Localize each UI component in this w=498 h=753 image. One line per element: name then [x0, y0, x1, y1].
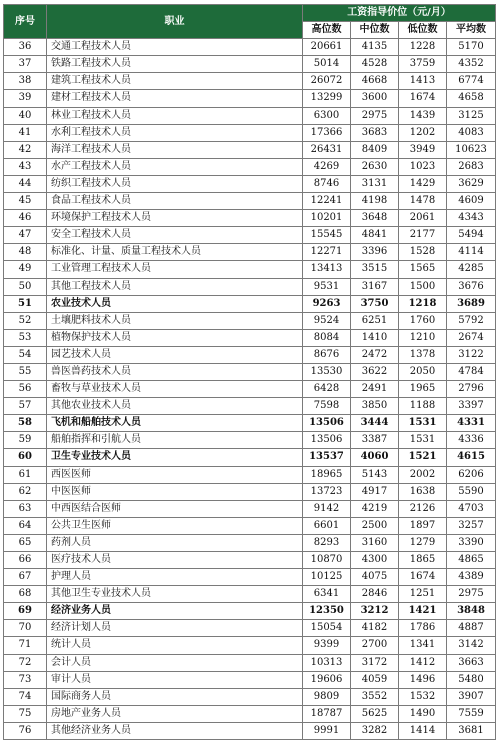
occupation-name: 药剂人员 — [47, 534, 303, 551]
row-index: 62 — [4, 483, 47, 500]
wage-low: 1202 — [399, 124, 447, 141]
wage-mid: 3622 — [351, 363, 399, 380]
wage-high: 5014 — [303, 56, 351, 73]
wage-low: 1760 — [399, 312, 447, 329]
wage-high: 26072 — [303, 73, 351, 90]
row-index: 73 — [4, 671, 47, 688]
wage-mid: 3167 — [351, 278, 399, 295]
wage-low: 1341 — [399, 637, 447, 654]
wage-avg: 4114 — [447, 244, 496, 261]
wage-high: 4269 — [303, 158, 351, 175]
wage-avg: 3663 — [447, 654, 496, 671]
table-row — [4, 381, 496, 398]
wage-avg: 6206 — [447, 466, 496, 483]
wage-mid: 3387 — [351, 432, 399, 449]
wage-avg: 2975 — [447, 586, 496, 603]
wage-mid: 4182 — [351, 620, 399, 637]
wage-avg: 5590 — [447, 483, 496, 500]
table-body — [4, 39, 496, 740]
occupation-name: 土壤肥料技术人员 — [47, 312, 303, 329]
row-index: 40 — [4, 107, 47, 124]
wage-low: 1023 — [399, 158, 447, 175]
wage-mid: 2472 — [351, 346, 399, 363]
wage-mid: 4135 — [351, 39, 399, 56]
wage-avg: 4784 — [447, 363, 496, 380]
wage-mid: 6251 — [351, 312, 399, 329]
table-row — [4, 346, 496, 363]
table-row — [4, 637, 496, 654]
wage-high: 13530 — [303, 363, 351, 380]
table-row — [4, 432, 496, 449]
wage-avg: 3907 — [447, 688, 496, 705]
table-row — [4, 722, 496, 739]
row-index: 51 — [4, 295, 47, 312]
wage-low: 1413 — [399, 73, 447, 90]
wage-mid: 3396 — [351, 244, 399, 261]
wage-avg: 4336 — [447, 432, 496, 449]
wage-avg: 5792 — [447, 312, 496, 329]
table-row — [4, 603, 496, 620]
wage-avg: 3122 — [447, 346, 496, 363]
wage-high: 19606 — [303, 671, 351, 688]
wage-high: 9399 — [303, 637, 351, 654]
occupation-name: 国际商务人员 — [47, 688, 303, 705]
wage-high: 6601 — [303, 517, 351, 534]
wage-avg: 7559 — [447, 705, 496, 722]
occupation-name: 卫生专业技术人员 — [47, 449, 303, 466]
row-index: 72 — [4, 654, 47, 671]
wage-avg: 4658 — [447, 90, 496, 107]
table-row — [4, 569, 496, 586]
wage-high: 18787 — [303, 705, 351, 722]
wage-high: 12350 — [303, 603, 351, 620]
occupation-name: 工业管理工程技术人员 — [47, 261, 303, 278]
wage-avg: 4352 — [447, 56, 496, 73]
wage-low: 1218 — [399, 295, 447, 312]
wage-high: 10313 — [303, 654, 351, 671]
occupation-name: 其他农业技术人员 — [47, 398, 303, 415]
wage-mid: 3648 — [351, 210, 399, 227]
wage-mid: 4219 — [351, 500, 399, 517]
table-row — [4, 175, 496, 192]
wage-low: 1897 — [399, 517, 447, 534]
wage-high: 10125 — [303, 569, 351, 586]
row-index: 57 — [4, 398, 47, 415]
wage-mid: 3282 — [351, 722, 399, 739]
occupation-name: 西医医师 — [47, 466, 303, 483]
occupation-name: 安全工程技术人员 — [47, 227, 303, 244]
occupation-name: 经济业务人员 — [47, 603, 303, 620]
wage-low: 1965 — [399, 381, 447, 398]
occupation-name: 食品工程技术人员 — [47, 193, 303, 210]
wage-low: 1565 — [399, 261, 447, 278]
occupation-name: 纺织工程技术人员 — [47, 175, 303, 192]
row-index: 38 — [4, 73, 47, 90]
wage-low: 2061 — [399, 210, 447, 227]
wage-high: 10870 — [303, 552, 351, 569]
row-index: 39 — [4, 90, 47, 107]
wage-low: 2050 — [399, 363, 447, 380]
wage-avg: 3125 — [447, 107, 496, 124]
wage-mid: 1410 — [351, 329, 399, 346]
table-row — [4, 56, 496, 73]
wage-mid: 2491 — [351, 381, 399, 398]
wage-high: 9524 — [303, 312, 351, 329]
wage-high: 13413 — [303, 261, 351, 278]
wage-low: 1531 — [399, 432, 447, 449]
wage-high: 9809 — [303, 688, 351, 705]
occupation-name: 会计人员 — [47, 654, 303, 671]
table-row — [4, 124, 496, 141]
wage-mid: 4528 — [351, 56, 399, 73]
wage-mid: 2630 — [351, 158, 399, 175]
wage-mid: 2975 — [351, 107, 399, 124]
wage-avg: 2683 — [447, 158, 496, 175]
wage-avg: 3629 — [447, 175, 496, 192]
wage-avg: 3689 — [447, 295, 496, 312]
table-row — [4, 158, 496, 175]
wage-avg: 3142 — [447, 637, 496, 654]
wage-low: 1378 — [399, 346, 447, 363]
wage-avg: 4331 — [447, 415, 496, 432]
wage-low: 1521 — [399, 449, 447, 466]
wage-high: 18965 — [303, 466, 351, 483]
header-low: 低位数 — [399, 22, 447, 39]
row-index: 42 — [4, 141, 47, 158]
row-index: 74 — [4, 688, 47, 705]
table-row — [4, 39, 496, 56]
wage-mid: 4917 — [351, 483, 399, 500]
table-row — [4, 466, 496, 483]
occupation-name: 植物保护技术人员 — [47, 329, 303, 346]
wage-low: 1429 — [399, 175, 447, 192]
row-index: 58 — [4, 415, 47, 432]
occupation-name: 园艺技术人员 — [47, 346, 303, 363]
wage-avg: 2674 — [447, 329, 496, 346]
row-index: 61 — [4, 466, 47, 483]
wage-high: 26431 — [303, 141, 351, 158]
wage-high: 13299 — [303, 90, 351, 107]
wage-avg: 4887 — [447, 620, 496, 637]
wage-avg: 4609 — [447, 193, 496, 210]
wage-mid: 4060 — [351, 449, 399, 466]
occupation-name: 交通工程技术人员 — [47, 39, 303, 56]
row-index: 44 — [4, 175, 47, 192]
wage-avg: 3848 — [447, 603, 496, 620]
occupation-name: 公共卫生医师 — [47, 517, 303, 534]
wage-high: 8084 — [303, 329, 351, 346]
wage-mid: 3172 — [351, 654, 399, 671]
wage-mid: 3131 — [351, 175, 399, 192]
wage-avg: 10623 — [447, 141, 496, 158]
wage-low: 1412 — [399, 654, 447, 671]
wage-low: 1528 — [399, 244, 447, 261]
occupation-name: 农业技术人员 — [47, 295, 303, 312]
row-index: 56 — [4, 381, 47, 398]
wage-avg: 4343 — [447, 210, 496, 227]
wage-high: 9531 — [303, 278, 351, 295]
wage-low: 2177 — [399, 227, 447, 244]
wage-high: 6300 — [303, 107, 351, 124]
row-index: 52 — [4, 312, 47, 329]
table-row — [4, 586, 496, 603]
wage-guideline-table — [3, 4, 496, 740]
wage-low: 3759 — [399, 56, 447, 73]
header-mid: 中位数 — [351, 22, 399, 39]
table-row — [4, 107, 496, 124]
occupation-name: 其他卫生专业技术人员 — [47, 586, 303, 603]
wage-low: 1786 — [399, 620, 447, 637]
row-index: 63 — [4, 500, 47, 517]
occupation-name: 建材工程技术人员 — [47, 90, 303, 107]
row-index: 66 — [4, 552, 47, 569]
wage-avg: 3676 — [447, 278, 496, 295]
wage-mid: 3850 — [351, 398, 399, 415]
table-row — [4, 278, 496, 295]
table-row — [4, 312, 496, 329]
wage-high: 8676 — [303, 346, 351, 363]
occupation-name: 经济计划人员 — [47, 620, 303, 637]
wage-avg: 4865 — [447, 552, 496, 569]
wage-avg: 4703 — [447, 500, 496, 517]
table-row — [4, 534, 496, 551]
occupation-name: 其他工程技术人员 — [47, 278, 303, 295]
table-row — [4, 500, 496, 517]
wage-high: 12271 — [303, 244, 351, 261]
wage-high: 9991 — [303, 722, 351, 739]
occupation-name: 铁路工程技术人员 — [47, 56, 303, 73]
wage-high: 8293 — [303, 534, 351, 551]
wage-low: 1439 — [399, 107, 447, 124]
table-row — [4, 620, 496, 637]
row-index: 45 — [4, 193, 47, 210]
row-index: 43 — [4, 158, 47, 175]
table-row — [4, 244, 496, 261]
occupation-name: 中医医师 — [47, 483, 303, 500]
table-row — [4, 483, 496, 500]
occupation-name: 中西医结合医师 — [47, 500, 303, 517]
occupation-name: 水产工程技术人员 — [47, 158, 303, 175]
row-index: 41 — [4, 124, 47, 141]
row-index: 59 — [4, 432, 47, 449]
wage-high: 8746 — [303, 175, 351, 192]
wage-low: 1674 — [399, 569, 447, 586]
wage-low: 1414 — [399, 722, 447, 739]
occupation-name: 建筑工程技术人员 — [47, 73, 303, 90]
wage-high: 10201 — [303, 210, 351, 227]
occupation-name: 飞机和船舶技术人员 — [47, 415, 303, 432]
table-row — [4, 329, 496, 346]
wage-mid: 3750 — [351, 295, 399, 312]
wage-avg: 3257 — [447, 517, 496, 534]
table-row — [4, 73, 496, 90]
wage-low: 3949 — [399, 141, 447, 158]
table-row — [4, 193, 496, 210]
header-occupation: 职业 — [47, 5, 303, 39]
wage-mid: 5625 — [351, 705, 399, 722]
table-row — [4, 552, 496, 569]
wage-mid: 2846 — [351, 586, 399, 603]
occupation-name: 水利工程技术人员 — [47, 124, 303, 141]
wage-low: 2002 — [399, 466, 447, 483]
occupation-name: 兽医兽药技术人员 — [47, 363, 303, 380]
wage-low: 1228 — [399, 39, 447, 56]
row-index: 36 — [4, 39, 47, 56]
wage-mid: 3683 — [351, 124, 399, 141]
wage-avg: 4389 — [447, 569, 496, 586]
wage-avg: 4285 — [447, 261, 496, 278]
occupation-name: 护理人员 — [47, 569, 303, 586]
table-row — [4, 517, 496, 534]
wage-avg: 4615 — [447, 449, 496, 466]
wage-avg: 2796 — [447, 381, 496, 398]
row-index: 37 — [4, 56, 47, 73]
wage-avg: 5170 — [447, 39, 496, 56]
wage-mid: 3444 — [351, 415, 399, 432]
wage-mid: 3600 — [351, 90, 399, 107]
occupation-name: 海洋工程技术人员 — [47, 141, 303, 158]
occupation-name: 环境保护工程技术人员 — [47, 210, 303, 227]
occupation-name: 林业工程技术人员 — [47, 107, 303, 124]
wage-mid: 4075 — [351, 569, 399, 586]
occupation-name: 其他经济业务人员 — [47, 722, 303, 739]
table-row — [4, 210, 496, 227]
table-header — [4, 5, 496, 39]
wage-low: 1638 — [399, 483, 447, 500]
wage-mid: 2700 — [351, 637, 399, 654]
wage-high: 15054 — [303, 620, 351, 637]
row-index: 50 — [4, 278, 47, 295]
table-row — [4, 449, 496, 466]
wage-high: 13537 — [303, 449, 351, 466]
wage-high: 7598 — [303, 398, 351, 415]
row-index: 65 — [4, 534, 47, 551]
wage-low: 1496 — [399, 671, 447, 688]
occupation-name: 船舶指挥和引航人员 — [47, 432, 303, 449]
table-row — [4, 398, 496, 415]
wage-mid: 4300 — [351, 552, 399, 569]
row-index: 49 — [4, 261, 47, 278]
wage-mid: 4198 — [351, 193, 399, 210]
table-row — [4, 363, 496, 380]
wage-avg: 3681 — [447, 722, 496, 739]
wage-avg: 3390 — [447, 534, 496, 551]
occupation-name: 房地产业务人员 — [47, 705, 303, 722]
occupation-name: 审计人员 — [47, 671, 303, 688]
wage-mid: 3212 — [351, 603, 399, 620]
table-row — [4, 654, 496, 671]
row-index: 60 — [4, 449, 47, 466]
row-index: 76 — [4, 722, 47, 739]
header-wage-group: 工资指导价位（元/月） — [303, 5, 496, 22]
wage-high: 13723 — [303, 483, 351, 500]
wage-low: 1865 — [399, 552, 447, 569]
wage-low: 1490 — [399, 705, 447, 722]
occupation-name: 畜牧与草业技术人员 — [47, 381, 303, 398]
wage-low: 1478 — [399, 193, 447, 210]
wage-avg: 5494 — [447, 227, 496, 244]
wage-high: 13506 — [303, 432, 351, 449]
wage-high: 6428 — [303, 381, 351, 398]
table-row — [4, 295, 496, 312]
wage-low: 1251 — [399, 586, 447, 603]
table-row — [4, 261, 496, 278]
wage-high: 12241 — [303, 193, 351, 210]
table-row — [4, 688, 496, 705]
wage-avg: 3397 — [447, 398, 496, 415]
header-index: 序号 — [4, 5, 47, 39]
occupation-name: 标准化、计量、质量工程技术人员 — [47, 244, 303, 261]
wage-avg: 5480 — [447, 671, 496, 688]
table-row — [4, 141, 496, 158]
table-row — [4, 90, 496, 107]
wage-low: 1188 — [399, 398, 447, 415]
wage-mid: 5143 — [351, 466, 399, 483]
wage-high: 9263 — [303, 295, 351, 312]
table-row — [4, 671, 496, 688]
wage-avg: 6774 — [447, 73, 496, 90]
wage-high: 15545 — [303, 227, 351, 244]
wage-high: 9142 — [303, 500, 351, 517]
wage-high: 6341 — [303, 586, 351, 603]
wage-mid: 3552 — [351, 688, 399, 705]
wage-mid: 8409 — [351, 141, 399, 158]
row-index: 64 — [4, 517, 47, 534]
wage-low: 2126 — [399, 500, 447, 517]
table-row — [4, 705, 496, 722]
table-row — [4, 415, 496, 432]
header-avg: 平均数 — [447, 22, 496, 39]
wage-low: 1531 — [399, 415, 447, 432]
occupation-name: 医疗技术人员 — [47, 552, 303, 569]
row-index: 53 — [4, 329, 47, 346]
wage-mid: 4841 — [351, 227, 399, 244]
row-index: 70 — [4, 620, 47, 637]
wage-high: 20661 — [303, 39, 351, 56]
wage-low: 1210 — [399, 329, 447, 346]
row-index: 67 — [4, 569, 47, 586]
wage-high: 17366 — [303, 124, 351, 141]
row-index: 68 — [4, 586, 47, 603]
wage-mid: 3160 — [351, 534, 399, 551]
wage-mid: 3515 — [351, 261, 399, 278]
row-index: 54 — [4, 346, 47, 363]
wage-low: 1532 — [399, 688, 447, 705]
wage-avg: 4083 — [447, 124, 496, 141]
wage-low: 1421 — [399, 603, 447, 620]
row-index: 71 — [4, 637, 47, 654]
wage-low: 1279 — [399, 534, 447, 551]
row-index: 75 — [4, 705, 47, 722]
wage-low: 1674 — [399, 90, 447, 107]
row-index: 47 — [4, 227, 47, 244]
row-index: 69 — [4, 603, 47, 620]
table-row — [4, 227, 496, 244]
wage-low: 1500 — [399, 278, 447, 295]
wage-high: 13506 — [303, 415, 351, 432]
wage-mid: 2500 — [351, 517, 399, 534]
wage-mid: 4668 — [351, 73, 399, 90]
row-index: 46 — [4, 210, 47, 227]
header-high: 高位数 — [303, 22, 351, 39]
row-index: 55 — [4, 363, 47, 380]
wage-mid: 4059 — [351, 671, 399, 688]
row-index: 48 — [4, 244, 47, 261]
occupation-name: 统计人员 — [47, 637, 303, 654]
wage-table-container — [3, 4, 495, 740]
